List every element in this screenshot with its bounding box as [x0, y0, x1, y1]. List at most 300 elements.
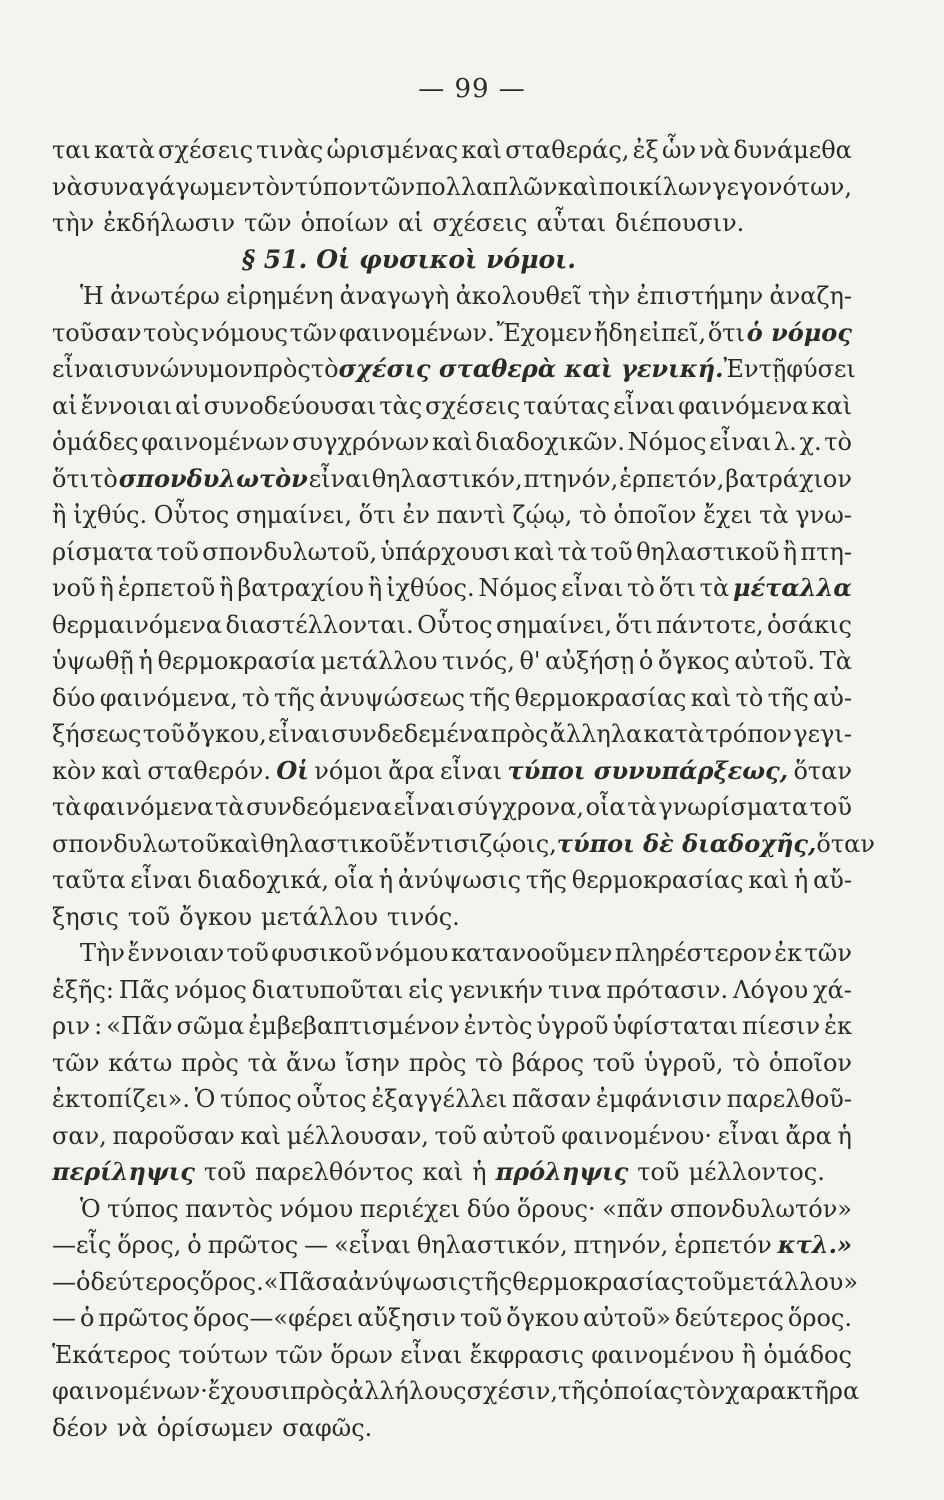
word: πρόληψις	[495, 1157, 629, 1186]
word: ἡ	[837, 1121, 852, 1150]
word: Οὗτος	[153, 501, 230, 529]
word: τὸν	[252, 172, 295, 201]
word: τὰ	[215, 793, 245, 821]
text-line	[52, 351, 856, 388]
word: ἑρπετόν,	[619, 464, 725, 493]
word: ἄλληλα	[549, 720, 643, 748]
text-line	[52, 1118, 852, 1155]
text-line	[52, 1337, 852, 1374]
word: τοῦ	[127, 902, 171, 931]
text-line	[52, 680, 852, 717]
word: αὗται	[536, 209, 607, 237]
word: ἔχουσι	[207, 1377, 291, 1405]
word: σχέσεις	[432, 209, 528, 237]
word: σχέσις σταθερὰ καὶ γενική.	[338, 354, 724, 383]
word: φαινομένων·	[52, 1377, 208, 1405]
word: μέλλουσαν,	[286, 1121, 429, 1150]
word: δυνάμεθα	[733, 136, 852, 164]
word: τὸ	[627, 574, 655, 602]
word: ὁ	[187, 1231, 202, 1259]
word: Ἐν	[723, 355, 759, 383]
word: ἐκτοπίζει».	[52, 1085, 190, 1113]
word: σχέσιν,	[466, 1377, 558, 1405]
word: αὐξήσῃ	[545, 647, 635, 675]
word: τὰ	[699, 574, 730, 602]
word: πρὸς	[490, 720, 549, 748]
word: πρὸς	[408, 1048, 467, 1077]
word: ἰχθύς.	[73, 501, 148, 529]
word: ὁποίας	[599, 1377, 683, 1405]
word: ἡ	[138, 647, 153, 675]
word: δύο	[466, 1194, 511, 1223]
word: εἶναι	[308, 464, 371, 493]
word: χά-	[813, 975, 852, 1004]
word: νόμος	[174, 975, 247, 1004]
word: οἷα	[333, 866, 374, 894]
text-line	[52, 1264, 859, 1301]
word: τῆς	[274, 683, 316, 712]
word: ὁποίων	[300, 209, 389, 237]
word: ἐκ	[824, 1012, 852, 1040]
text-line	[52, 753, 852, 790]
word: εἶναι	[130, 866, 193, 894]
word: τινα	[547, 975, 602, 1004]
body-text	[52, 132, 875, 1446]
word: ἐμφάνισιν	[595, 1085, 722, 1113]
word: φυσικοῦ	[271, 939, 373, 967]
word: τοῦ	[590, 537, 633, 566]
word: τοῦ	[156, 537, 199, 566]
word: αὐτοῦ	[482, 1121, 556, 1150]
word: τοῦ	[637, 1158, 680, 1186]
word: πολλαπλῶν	[415, 172, 558, 201]
word: νόμοι.	[486, 244, 576, 274]
word: λ.	[773, 428, 797, 456]
word: κατὰ	[643, 720, 705, 748]
word: καὶ	[557, 172, 599, 201]
word: φυσικοὶ	[359, 244, 478, 274]
word: συνώνυμον	[114, 355, 254, 383]
word: ὁ	[638, 647, 654, 675]
word: ὅτι	[358, 501, 396, 529]
word: κατανοοῦμεν	[450, 939, 613, 967]
word: τῆς	[558, 1377, 600, 1405]
word: συνδεδεμένα	[331, 720, 490, 748]
word: θηλαστικόν,	[416, 1231, 568, 1259]
word: τὰ	[557, 537, 588, 566]
word: πρότασιν.	[606, 975, 729, 1004]
word: καὶ	[431, 428, 473, 456]
word: ρίσματα	[52, 537, 154, 566]
word: ἐντὸς	[463, 1012, 533, 1040]
word: δεύτερος	[90, 1267, 200, 1296]
word: σπονδυλωτοῦ	[52, 829, 220, 858]
word: Ἑκάτερος	[52, 1340, 172, 1369]
word: φαινομένου·	[561, 1121, 713, 1150]
word: νόμοι	[314, 756, 383, 785]
word: παντὸς	[185, 1194, 273, 1223]
word: θερμοκρασία	[157, 647, 316, 675]
word: γεγονότων,	[712, 172, 852, 201]
word: ἢ	[99, 574, 114, 602]
word: σύγχρονα,	[457, 793, 584, 821]
word: μετάλλου	[261, 902, 378, 931]
word: τύπος	[220, 1085, 292, 1113]
word: θερμαινόμενα	[52, 610, 223, 639]
word: ἄνω	[285, 1048, 337, 1077]
word: πτη-	[800, 537, 852, 566]
word: γνω-	[795, 501, 852, 529]
word: νὰ	[52, 172, 83, 201]
word: ἴσην	[345, 1048, 400, 1077]
word: δύο	[52, 683, 96, 712]
word: σαν,	[52, 1121, 107, 1150]
word: καὶ	[461, 136, 503, 164]
word: :	[94, 1012, 103, 1040]
word: ὑπάρχουσι	[380, 537, 511, 566]
word: ἔν	[403, 829, 431, 858]
word: ἀνυψώσεως	[319, 683, 465, 712]
word: ἔχει	[703, 501, 753, 529]
word: τὴν	[588, 282, 631, 310]
word: καὶ	[811, 391, 852, 420]
word: τὰς	[379, 391, 423, 420]
word: ὡρισμένας	[326, 136, 459, 164]
text-line	[52, 278, 852, 315]
word: διέπουσιν.	[615, 209, 745, 237]
word: παρελθόντος	[255, 1158, 414, 1186]
word: μετάλλου»	[726, 1267, 859, 1296]
text-line	[52, 1154, 852, 1191]
word: Ἔχομεν	[496, 318, 593, 347]
word: σπονδυλωτὸν	[118, 463, 308, 493]
word: Οὗτος	[417, 610, 493, 639]
word: τὰ	[627, 793, 657, 821]
word: τῶν	[244, 209, 292, 237]
word: Νόμος	[627, 428, 707, 456]
word: ὁσάκις	[767, 610, 852, 639]
word: τῶν	[275, 1340, 323, 1369]
word: παρελθοῦ-	[726, 1085, 852, 1113]
word: ὅτι	[615, 610, 653, 639]
word: τῇ	[758, 355, 787, 383]
word: βατραχίου	[237, 574, 364, 602]
word: ὁποῖον	[768, 1048, 852, 1077]
word: ἐξ	[632, 136, 659, 164]
word: ἐξαγγέλλει	[371, 1085, 508, 1113]
word: ὑγροῦ	[536, 1012, 609, 1040]
text-line	[52, 1410, 852, 1447]
word: αὐτοῦ.	[734, 647, 816, 675]
word: ὄγκου	[506, 1304, 580, 1332]
word: ὅρους·	[516, 1194, 596, 1223]
word: ὁ	[79, 1304, 95, 1332]
word: ὄγκου	[179, 902, 253, 931]
word: πρῶτος	[207, 1231, 299, 1259]
word: πρῶτος	[98, 1304, 189, 1332]
word: τὰ	[52, 793, 82, 821]
word: τοῦ	[142, 720, 186, 748]
text-line	[52, 424, 852, 461]
word: ἢ	[741, 1340, 757, 1369]
word: τὸν	[682, 1377, 726, 1405]
word: τὸ	[578, 501, 607, 529]
word: εἶναι	[709, 428, 772, 456]
word: Λόγου	[733, 975, 809, 1004]
section-heading	[52, 242, 852, 279]
word: κτλ.»	[777, 1230, 852, 1259]
word: μετάλλου	[320, 647, 438, 675]
word: Τὰ	[819, 647, 852, 675]
word: ἀκολουθεῖ	[455, 282, 582, 310]
text-line	[52, 205, 852, 242]
word: μέταλλα	[733, 573, 852, 602]
word: αὐ-	[813, 683, 852, 712]
word: εἶναι	[393, 793, 456, 821]
word: σημαίνει,	[235, 501, 352, 529]
word: τῆς	[469, 683, 511, 712]
word: ἔννοιαν	[127, 939, 225, 967]
word: ὅρος—«φέρει	[192, 1304, 354, 1332]
word: «πᾶν	[602, 1194, 664, 1223]
word: καὶ	[690, 683, 732, 712]
word: Ὁ	[194, 1085, 216, 1113]
word: ἀνύψωσις	[398, 866, 522, 894]
word: νοῦ	[52, 574, 96, 602]
word: τύποι συνυπάρξεως,	[507, 755, 789, 785]
word: πληρέστερον	[614, 939, 772, 967]
text-line	[52, 1300, 852, 1337]
word: ὅταν	[793, 756, 852, 785]
word: σαφῶς.	[282, 1413, 373, 1442]
word: διαστέλλονται.	[225, 610, 414, 639]
word: αἱ	[52, 391, 78, 420]
word: —	[304, 1231, 329, 1259]
text-line	[52, 1373, 860, 1410]
word: ἔννοιαι	[80, 391, 173, 420]
word: πίεσιν	[742, 1012, 821, 1040]
word: τὰ	[759, 501, 789, 529]
word: Τὴν	[80, 939, 125, 967]
text-line	[52, 972, 852, 1009]
word: ἄρα	[388, 756, 435, 785]
word: ἀλλήλους	[347, 1377, 467, 1405]
word: ζῴοις,	[479, 829, 557, 858]
word: ἐκδήλωσιν	[103, 209, 236, 237]
word: κάτω	[108, 1048, 173, 1077]
word: ἤδη	[594, 318, 638, 347]
word: φαινομένων	[141, 428, 290, 456]
word: τοῦ	[203, 1158, 247, 1186]
word: ἀναζη-	[769, 282, 852, 310]
word: ποικίλων	[598, 172, 713, 201]
word: φαινόμενα	[678, 391, 809, 420]
word: ἑρπετοῦ	[117, 574, 216, 602]
word: τινός,	[442, 647, 515, 675]
word: ὅρος.	[787, 1304, 852, 1332]
word: ἀνωτέρω	[110, 282, 220, 310]
text-line	[52, 534, 852, 571]
text-line	[52, 1008, 852, 1045]
word: νὰ	[699, 136, 731, 164]
word: τὴν	[52, 209, 95, 237]
word: τινός.	[387, 902, 460, 931]
word: νὰ	[116, 1413, 148, 1442]
word: πρὸς	[290, 1377, 348, 1405]
word: εἶναι	[717, 1121, 780, 1150]
text-line	[52, 1081, 852, 1118]
word: ὅτι	[52, 464, 90, 493]
word: διατυποῦται	[251, 975, 404, 1004]
word: ὅρος,	[117, 1231, 182, 1259]
word: εἶναι	[400, 1340, 463, 1369]
word: τῆς	[525, 866, 567, 894]
word: τινὰς	[256, 136, 324, 164]
word: σταθερόν.	[147, 756, 271, 785]
page-number: — 99 —	[418, 74, 526, 104]
text-line	[52, 899, 852, 936]
word: ὁμάδες	[52, 428, 139, 456]
word: τῶν	[367, 172, 416, 201]
word: μέλλοντος.	[688, 1158, 825, 1186]
word: εἶναι	[440, 756, 503, 785]
word: νόμου	[279, 1194, 354, 1223]
word: ὄγκος	[658, 647, 730, 675]
word: ταύτας	[523, 391, 611, 420]
word: τύπον	[294, 172, 368, 201]
word: περιέχει	[359, 1194, 461, 1223]
word: εἶναι	[561, 574, 624, 602]
word: πτηνόν,	[573, 1231, 669, 1259]
text-line	[52, 643, 852, 680]
word: εἰς	[408, 975, 444, 1004]
text-line	[52, 789, 852, 826]
word: πᾶσαν	[512, 1085, 592, 1113]
word: «Πᾶσα	[263, 1267, 349, 1296]
word: χαρακτῆρα	[725, 1377, 860, 1405]
word: ἀναγωγὴ	[339, 282, 450, 310]
word: ὅταν	[816, 829, 875, 858]
word: ἡ	[793, 866, 809, 894]
word: οἷα	[585, 793, 626, 821]
word: τοὺς	[143, 318, 200, 347]
word: ἢ	[782, 537, 798, 566]
word: ὑψωθῇ	[52, 647, 134, 675]
word: ἡ	[472, 1158, 487, 1186]
word: τῶν	[289, 318, 338, 347]
word: ται	[52, 136, 91, 164]
word: τὸ	[90, 464, 118, 493]
word: τὸ	[732, 1048, 761, 1077]
word: συναγάγωμεν	[83, 172, 252, 201]
text-line	[52, 1191, 852, 1228]
word: τοῦ	[592, 1048, 636, 1077]
word: κὸν	[52, 756, 97, 785]
word: βάρος	[511, 1048, 584, 1077]
word: σπονδυλωτόν»	[669, 1194, 852, 1223]
word: Ὁ	[80, 1194, 101, 1223]
text-line	[52, 497, 852, 534]
word: θερμοκρασίας	[512, 1267, 685, 1296]
word: τούτων	[178, 1340, 269, 1369]
word: τοῦ	[459, 1304, 503, 1332]
word: οὗτος	[296, 1085, 367, 1113]
text-line	[52, 607, 852, 644]
word: παροῦσαν	[112, 1121, 235, 1150]
word: ριν	[52, 1012, 91, 1040]
word: δέον	[52, 1413, 108, 1442]
word: ἀνύψωσις	[348, 1267, 472, 1296]
text-line	[52, 716, 852, 753]
word: ὁμάδος	[763, 1340, 852, 1369]
word: «εἶναι	[334, 1231, 411, 1259]
word: ζῴῳ,	[512, 501, 573, 529]
word: Ἡ	[80, 282, 104, 310]
word: ὧν	[661, 136, 697, 164]
word: τὰ	[247, 1048, 278, 1077]
word: ἰχθύος.	[386, 574, 475, 602]
word: πάντοτε,	[655, 610, 764, 639]
word: ὅρος.	[199, 1267, 264, 1296]
word: ἄρα	[785, 1121, 832, 1150]
text-line	[52, 1045, 852, 1082]
word: —εἷς	[52, 1231, 112, 1259]
word: συνδεόμενα	[246, 793, 392, 821]
word: τύποι δὲ διαδοχῆς,	[556, 828, 817, 858]
word: ὑφίσταται	[612, 1012, 739, 1040]
word: τισι	[430, 829, 480, 858]
word: τῶν	[804, 939, 852, 967]
word: τὸ	[310, 355, 339, 383]
word: φαινομένου	[591, 1340, 735, 1369]
word: καὶ	[219, 829, 260, 858]
word: γεγι-	[793, 720, 852, 748]
word: Νόμος	[478, 574, 558, 602]
text-line	[52, 570, 852, 607]
word: αὔξησιν	[357, 1304, 456, 1332]
word: εἶναι	[52, 355, 115, 383]
word: ἐπιστήμην	[636, 282, 764, 310]
text-line	[52, 132, 852, 169]
word: αὐτοῦ»	[583, 1304, 671, 1332]
word: ὄγκου,	[186, 720, 267, 748]
text-line	[52, 935, 852, 972]
word: τῶν	[52, 1048, 100, 1077]
word: θηλαστικόν,	[371, 464, 523, 493]
word: τοῦσαν	[52, 318, 142, 347]
word: θ'	[519, 647, 541, 675]
word: ταῦτα	[52, 866, 126, 894]
word: τὸ	[735, 683, 764, 712]
word: τοῦ	[434, 1121, 477, 1150]
word: φαινόμενα,	[99, 683, 238, 712]
word: συγχρόνων	[292, 428, 430, 456]
text-line	[52, 315, 852, 352]
word: τῆς	[471, 1267, 513, 1296]
word: διαδοχικά,	[197, 866, 330, 894]
word: ἡ	[378, 866, 394, 894]
word: τὸ	[475, 1048, 503, 1077]
word: νόμου	[374, 939, 449, 967]
word: περίληψις	[52, 1157, 195, 1186]
word: σῶμα	[176, 1012, 245, 1040]
word: τύπος	[107, 1194, 179, 1223]
word: φύσει	[786, 355, 856, 383]
word: ὅτι	[707, 318, 745, 347]
word: καὶ	[240, 1121, 281, 1150]
word: ἑρπετόν	[674, 1231, 772, 1259]
word: Οἱ	[316, 244, 351, 274]
